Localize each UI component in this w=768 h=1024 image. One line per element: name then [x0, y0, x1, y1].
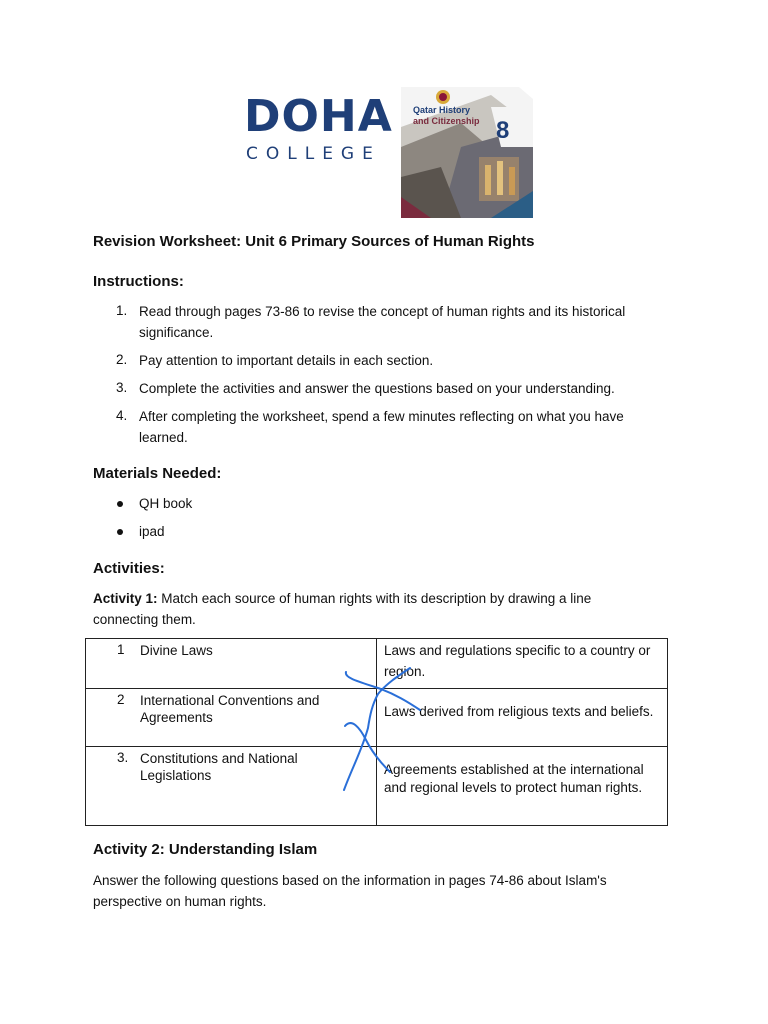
table-row	[86, 689, 668, 747]
source-title: Divine Laws	[140, 643, 213, 658]
activity1-instructions	[93, 588, 673, 630]
list-item: ipad	[139, 524, 165, 539]
list-item-number: 4.	[116, 408, 128, 423]
book-grade: 8	[496, 117, 510, 144]
activity1-label: Activity 1:	[93, 591, 158, 606]
description-text: Agreements established at the international and regional levels to protect human rights.	[384, 762, 644, 795]
list-item-number: 3.	[116, 380, 128, 395]
source-title: Constitutions and National Legislations	[140, 751, 298, 783]
list-item-text: Complete the activities and answer the questions based on your understanding.	[139, 381, 615, 396]
emblem-icon	[434, 89, 452, 105]
instructions-heading: Instructions:	[93, 273, 184, 290]
list-item-number: 1.	[116, 303, 128, 318]
row-number: 2	[117, 692, 125, 707]
book-title-line1: Qatar History	[413, 105, 471, 115]
row-number: 3.	[117, 750, 129, 765]
activity2-text: Answer the following questions based on the information in pages 74-86 about Islam's	[93, 873, 607, 888]
list-item	[139, 406, 669, 448]
table-row	[86, 747, 668, 826]
table-row	[86, 639, 668, 689]
description-cell	[377, 639, 668, 689]
activity2-instructions	[93, 870, 673, 912]
list-item: QH book	[139, 496, 193, 511]
list-item	[139, 301, 669, 343]
list-item-number: 2.	[116, 352, 128, 367]
source-title: International Conventions and Agreements	[140, 693, 320, 725]
source-cell	[86, 639, 377, 689]
book-title-line2: and Citizenship	[413, 116, 480, 126]
description-cell	[377, 747, 668, 826]
source-cell	[86, 689, 377, 747]
matching-table	[85, 638, 668, 826]
description-text: Laws and regulations specific to a country or region.	[384, 643, 651, 679]
bullet-icon	[117, 529, 123, 535]
bullet-icon	[117, 501, 123, 507]
logo-wordmark: DOHA	[244, 91, 393, 142]
list-item-text: Read through pages 73-86 to revise the concept of human rights and its historical	[139, 304, 626, 319]
activity1-text-line2: connecting them.	[93, 612, 196, 627]
list-item-text: Pay attention to important details in each section.	[139, 353, 434, 368]
book-cover-image	[401, 87, 533, 218]
activity2-heading: Activity 2: Understanding Islam	[93, 841, 318, 858]
activities-heading: Activities:	[93, 560, 165, 577]
activity1-text: Match each source of human rights with its description by drawing a line	[157, 591, 592, 606]
description-cell	[377, 689, 668, 747]
list-item-text: learned.	[139, 430, 188, 445]
book-title	[413, 105, 480, 127]
doha-college-logo	[240, 92, 400, 170]
list-item-text: significance.	[139, 325, 214, 340]
list-item	[139, 350, 669, 371]
activity2-text-line2: perspective on human rights.	[93, 894, 267, 909]
materials-heading: Materials Needed:	[93, 465, 222, 482]
list-item	[139, 378, 669, 399]
logo-subtitle: COLLEGE	[246, 144, 381, 164]
source-cell	[86, 747, 377, 826]
list-item-text: After completing the worksheet, spend a few minutes reflecting on what you have	[139, 409, 624, 424]
description-text: Laws derived from religious texts and beliefs.	[384, 704, 654, 719]
worksheet-title: Revision Worksheet: Unit 6 Primary Sources of Human Rights	[93, 233, 535, 250]
row-number: 1	[117, 642, 125, 657]
